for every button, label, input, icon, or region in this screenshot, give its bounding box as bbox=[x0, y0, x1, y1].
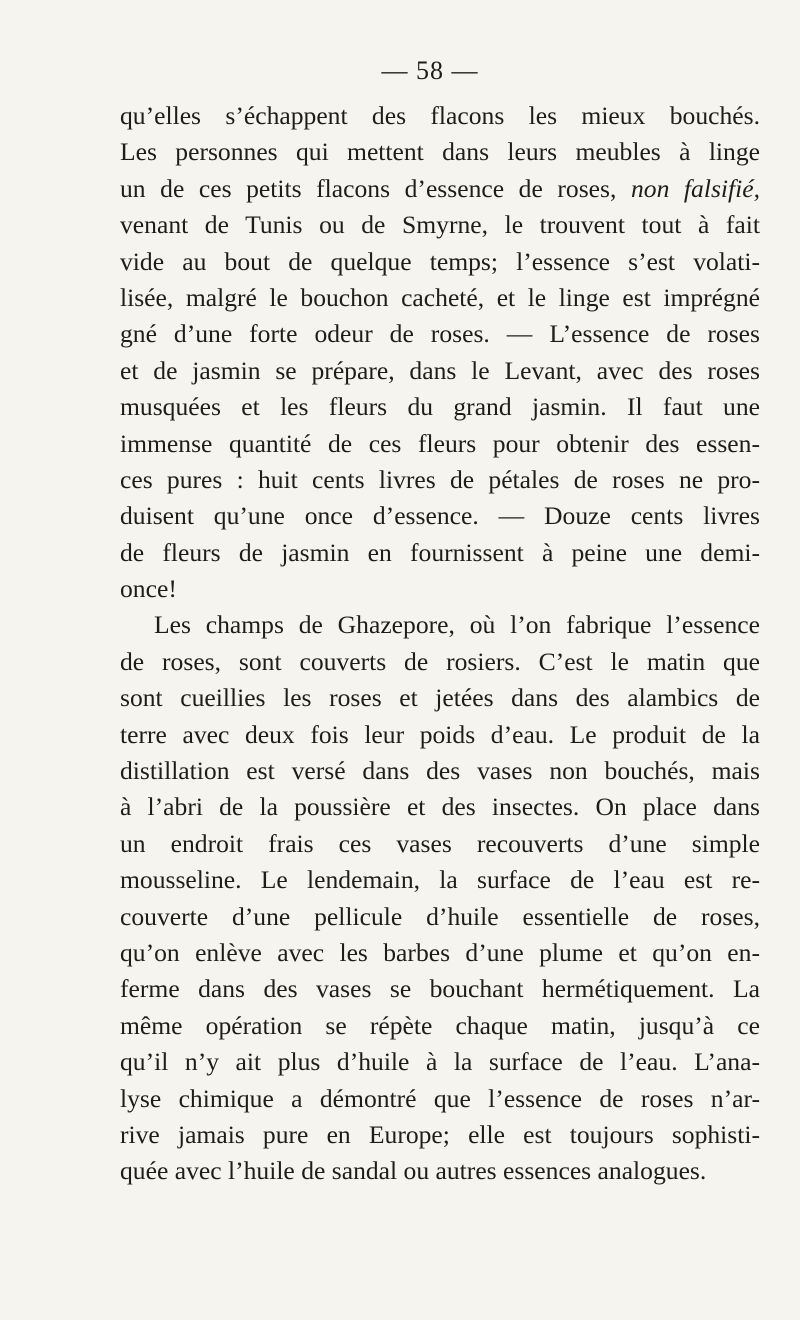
text-line-18: terre avec deux fois leur poids d’eau. Le produit de la bbox=[120, 719, 760, 749]
body-text bbox=[120, 98, 760, 1190]
text-line-21: un endroit frais ces vases recouverts d’une simple bbox=[120, 828, 760, 858]
text-line-28: lyse chimique a démontré que l’essence de roses n’ar- bbox=[120, 1083, 760, 1113]
page-number: — 58 — bbox=[381, 56, 479, 85]
text-line-29: rive jamais pure en Europe; elle est toujours sophisti- bbox=[120, 1119, 760, 1149]
text-line-19: distillation est versé dans des vases non bouchés, mais bbox=[120, 756, 760, 786]
text-line-13: de fleurs de jasmin en fournissent à peine une demi- bbox=[120, 537, 760, 567]
text-line-16: de roses, sont couverts de rosiers. C’est le matin que bbox=[120, 646, 760, 676]
text-line-4: venant de Tunis ou de Smyrne, le trouvent tout à fait bbox=[120, 210, 760, 240]
text-line-25: ferme dans des vases se bouchant hermétiquement. La bbox=[120, 974, 760, 1004]
text-line-26: même opération se répète chaque matin, jusqu’à ce bbox=[120, 1010, 760, 1040]
emphasis-text: non falsifié, bbox=[630, 173, 760, 203]
text-line-30: quée avec l’huile de sandal ou autres essences analogues. bbox=[120, 1156, 707, 1186]
text-line-17: sont cueillies les roses et jetées dans des alambics de bbox=[120, 683, 760, 713]
text-line-27: qu’il n’y ait plus d’huile à la surface de l’eau. L’ana- bbox=[120, 1047, 760, 1077]
text-line-24: qu’on enlève avec les barbes d’une plume et qu’on en- bbox=[120, 937, 760, 967]
text-line-15: Les champs de Ghazepore, où l’on fabrique l’essence bbox=[154, 610, 760, 640]
text-line-3-start: un de ces petits flacons d’essence de roses, bbox=[120, 173, 631, 203]
text-line-11: ces pures : huit cents livres de pétales de roses ne pro- bbox=[120, 464, 760, 494]
text-line-7: gné d’une forte odeur de roses. — L’essence de roses bbox=[120, 319, 760, 349]
text-line-6: lisée, malgré le bouchon cacheté, et le linge est imprégné bbox=[120, 282, 760, 312]
text-line-23: couverte d’une pellicule d’huile essentielle de roses, bbox=[120, 901, 760, 931]
text-line-3 bbox=[120, 171, 760, 207]
text-line-20: à l’abri de la poussière et des insectes. On place dans bbox=[120, 792, 760, 822]
text-line-9: musquées et les fleurs du grand jasmin. Il faut une bbox=[120, 392, 760, 422]
text-line-8: et de jasmin se prépare, dans le Levant, avec des roses bbox=[120, 355, 760, 385]
text-line-5: vide au bout de quelque temps; l’essence s’est volati- bbox=[120, 246, 760, 276]
text-line-12: duisent qu’une once d’essence. — Douze cents livres bbox=[120, 501, 760, 531]
text-line-2: Les personnes qui mettent dans leurs meubles à linge bbox=[120, 137, 760, 167]
text-line-14: once! bbox=[120, 574, 177, 604]
text-line-10: immense quantité de ces fleurs pour obtenir des essen- bbox=[120, 428, 760, 458]
text-line-22: mousseline. Le lendemain, la surface de l’eau est re- bbox=[120, 865, 760, 895]
text-line-1: qu’elles s’échappent des flacons les mieux bouchés. bbox=[120, 101, 760, 130]
